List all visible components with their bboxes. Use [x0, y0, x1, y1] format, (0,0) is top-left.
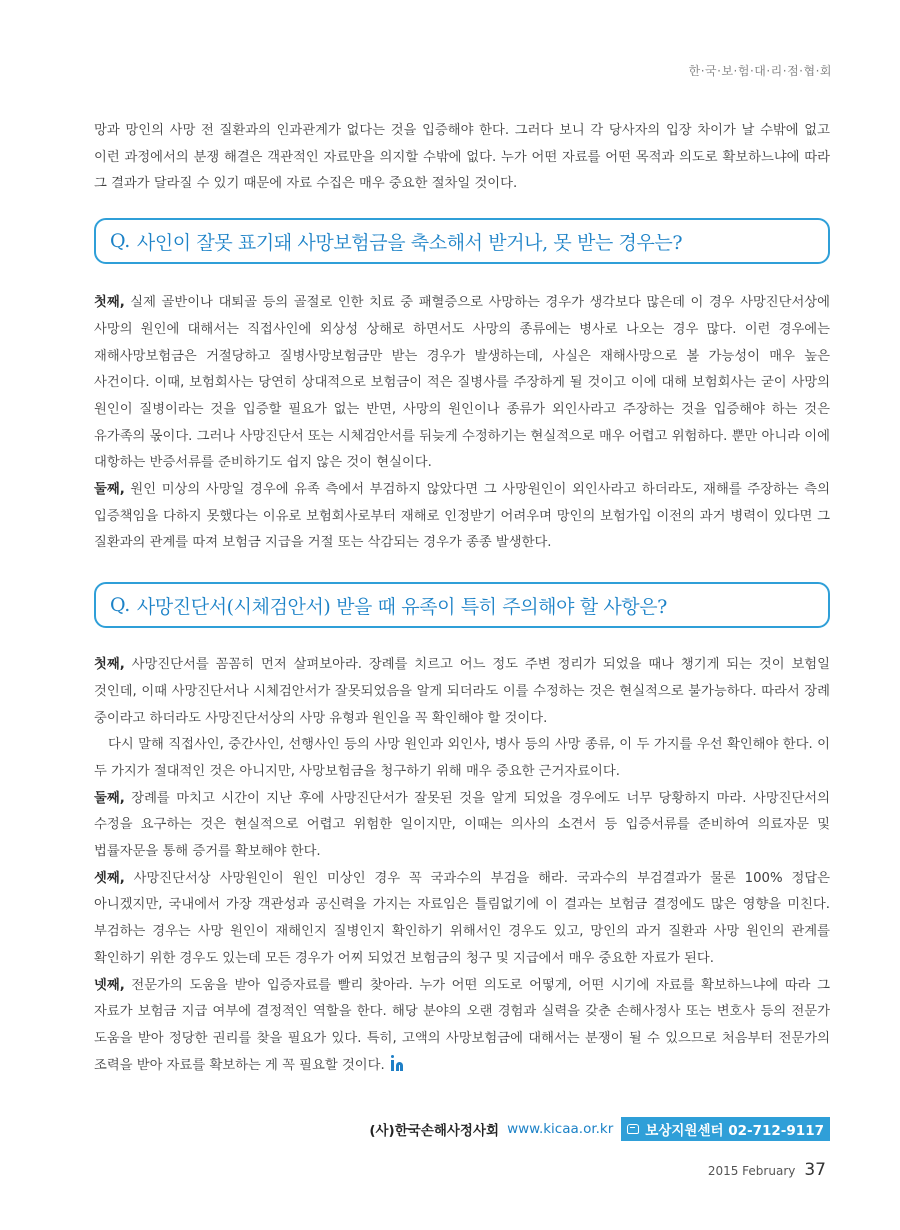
question-2-prefix: Q.: [110, 594, 130, 617]
q2-paragraph-1: [94, 652, 830, 732]
magazine-logo-icon: [391, 1060, 403, 1071]
page-footer: [708, 1160, 826, 1180]
q2-paragraph-1-text: 사망진단서를 꼼꼼히 먼저 살펴보아라. 장례를 치르고 어느 정도 주변 정리가 되었을 때나 챙기게 되는 것이 보험일 것인데, 이때 사망진단서나 시체검안서가 잘못되었음을 알게 되더라도 이를 수정하는 것은 현실적으로 불가능하다. 따라서 장례 중이라고 하더라도 사망진단서상의 사망 유형과 원인을 꼭 확인해야 할 것이다.: [94, 657, 830, 726]
contact-org-name: (사)한국손해사정사회: [369, 1123, 500, 1139]
contact-line: [369, 1117, 830, 1141]
q2-paragraph-5-text: 전문가의 도움을 받아 입증자료를 빨리 찾아라. 누가 어떤 의도로 어떻게, 어떤 시기에 자료를 확보하느냐에 따라 그 자료가 보험금 지급 여부에 결정적인 역할을 한다. 해당 분야의 오랜 경험과 실력을 갖춘 손해사정사 또는 변호사 등의 전문가 도움을 받아 정당한 권리를 찾을 필요가 있다. 특히, 고액의 사망보험금에 대해서는 분쟁이 될 수 있으므로 처음부터 전문가의 조력을 받아 자료를 확보하는 게 꼭 필요할 것이다.: [94, 977, 830, 1073]
q2-paragraph-2: [94, 732, 830, 785]
q2-paragraph-3-text: 장례를 마치고 시간이 지난 후에 사망진단서가 잘못된 것을 알게 되었을 경우에도 너무 당황하지 마라. 사망진단서의 수정을 요구하는 것은 현실적으로 어렵고 위험한 일이지만, 이때는 의사의 소견서 등 입증서류를 준비하여 의료자문 및 법률자문을 통해 증거를 확보해야 한다.: [94, 790, 830, 860]
q1-paragraph-2-text: 원인 미상의 사망일 경우에 유족 측에서 부검하지 않았다면 그 사망원인이 외인사라고 하더라도, 재해를 주장하는 측의 입증책임을 다하지 못했다는 이유로 보험회사로부터 재해로 인정받기 어려우며 망인의 보험가입 이전의 과거 병력이 있다면 그 질환과의 관계를 따져 보험금 지급을 거절 또는 삭감되는 경우가 종종 발생한다.: [94, 482, 830, 551]
q2-paragraph-1-lead: 첫째,: [94, 657, 125, 673]
q2-paragraph-3-lead: 둘째,: [94, 790, 125, 806]
question-2-box: [94, 582, 830, 628]
q1-paragraph-1-text: 실제 골반이나 대퇴골 등의 골절로 인한 치료 중 패혈증으로 사망하는 경우가 생각보다 많은데 이 경우 사망진단서상에 사망의 원인에 대해서는 직접사인에 외상성 상해로 하면서도 사망의 종류에는 병사로 나오는 경우 많다. 이런 경우에는 재해사망보험금은 거절당하고 질병사망보험금만 받는 경우가 발생하는데, 사실은 재해사망으로 볼 가능성이 매우 높은 사건이다. 이때, 보험회사는 당연히 상대적으로 보험금이 적은 질병사를 주장하게 될 것이고 이에 대해 보험회사는 굳이 사망의 원인이 질병이라는 것을 입증할 필요가 없는 반면, 사망의 원인이나 종류가 외인사라고 주장하는 것을 입증해야 하는 것은 유가족의 몫이다. 그러나 사망진단서 또는 시체검안서를 뒤늦게 수정하기는 현실적으로 매우 어렵고 위험하다. 뿐만 아니라 이에 대항하는 반증서류를 준비하기도 쉽지 않은 것이 현실이다.: [94, 295, 830, 471]
q2-paragraph-3: [94, 786, 830, 866]
question-1-box: [94, 218, 830, 264]
q1-paragraph-1-lead: 첫째,: [94, 295, 125, 311]
article-body: [94, 118, 830, 1079]
question-1-prefix: Q.: [110, 230, 130, 253]
q2-paragraph-5: [94, 973, 830, 1080]
q1-paragraph-2: [94, 477, 830, 557]
q2-paragraph-4-text: 사망진단서상 사망원인이 원인 미상인 경우 꼭 국과수의 부검을 해라. 국과수의 부검결과가 물론 100% 정답은 아니겠지만, 국내에서 가장 객관성과 공신력을 가지는 자료임은 틀림없기에 이 결과는 보험금 결정에도 많은 영향을 미친다. 부검하는 경우는 사망 원인이 재해인지 질병인지 확인하기 위해서인 경우도 있고, 망인의 과거 질환과 사망 원인의 관계를 확인하기 위한 경우도 있는데 모든 경우가 어찌 되었건 보험금의 청구 및 지급에서 매우 중요한 자료가 된다.: [94, 870, 830, 966]
q1-paragraph-2-lead: 둘째,: [94, 482, 125, 498]
question-1-title: 사인이 잘못 표기돼 사망보험금을 축소해서 받거나, 못 받는 경우는?: [136, 231, 683, 254]
page-number: 37: [804, 1160, 826, 1180]
support-center-text: 보상지원센터 02-712-9117: [645, 1123, 824, 1139]
phone-icon: [627, 1124, 639, 1134]
header-organization-name: 한·국·보·험·대·리·점·협·회: [688, 64, 832, 78]
issue-date: 2015 February: [707, 1164, 796, 1178]
support-center-badge: [621, 1117, 830, 1141]
q2-paragraph-4-lead: 셋째,: [94, 870, 125, 886]
intro-paragraph: 망과 망인의 사망 전 질환과의 인과관계가 없다는 것을 입증해야 한다. 그러다 보니 각 당사자의 입장 차이가 날 수밖에 없고 이런 과정에서의 분쟁 해결은 객관적인 자료만을 의지할 수밖에 없다. 누가 어떤 자료를 어떤 목적과 의도로 확보하느냐에 따라 그 결과가 달라질 수 있기 때문에 자료 수집은 매우 중요한 절차일 것이다.: [94, 123, 830, 192]
q2-paragraph-4: [94, 866, 830, 973]
q2-paragraph-2-text: 다시 말해 직접사인, 중간사인, 선행사인 등의 사망 원인과 외인사, 병사 등의 사망 종류, 이 두 가지를 우선 확인해야 한다. 이 두 가지가 절대적인 것은 아니지만, 사망보험금을 청구하기 위해 매우 중요한 근거자료이다.: [94, 737, 830, 779]
contact-website-link[interactable]: www.kicaa.or.kr: [507, 1121, 614, 1137]
q2-paragraph-5-lead: 넷째,: [94, 977, 125, 993]
question-2-title: 사망진단서(시체검안서) 받을 때 유족이 특히 주의해야 할 사항은?: [136, 595, 667, 618]
q1-paragraph-1: [94, 290, 830, 477]
